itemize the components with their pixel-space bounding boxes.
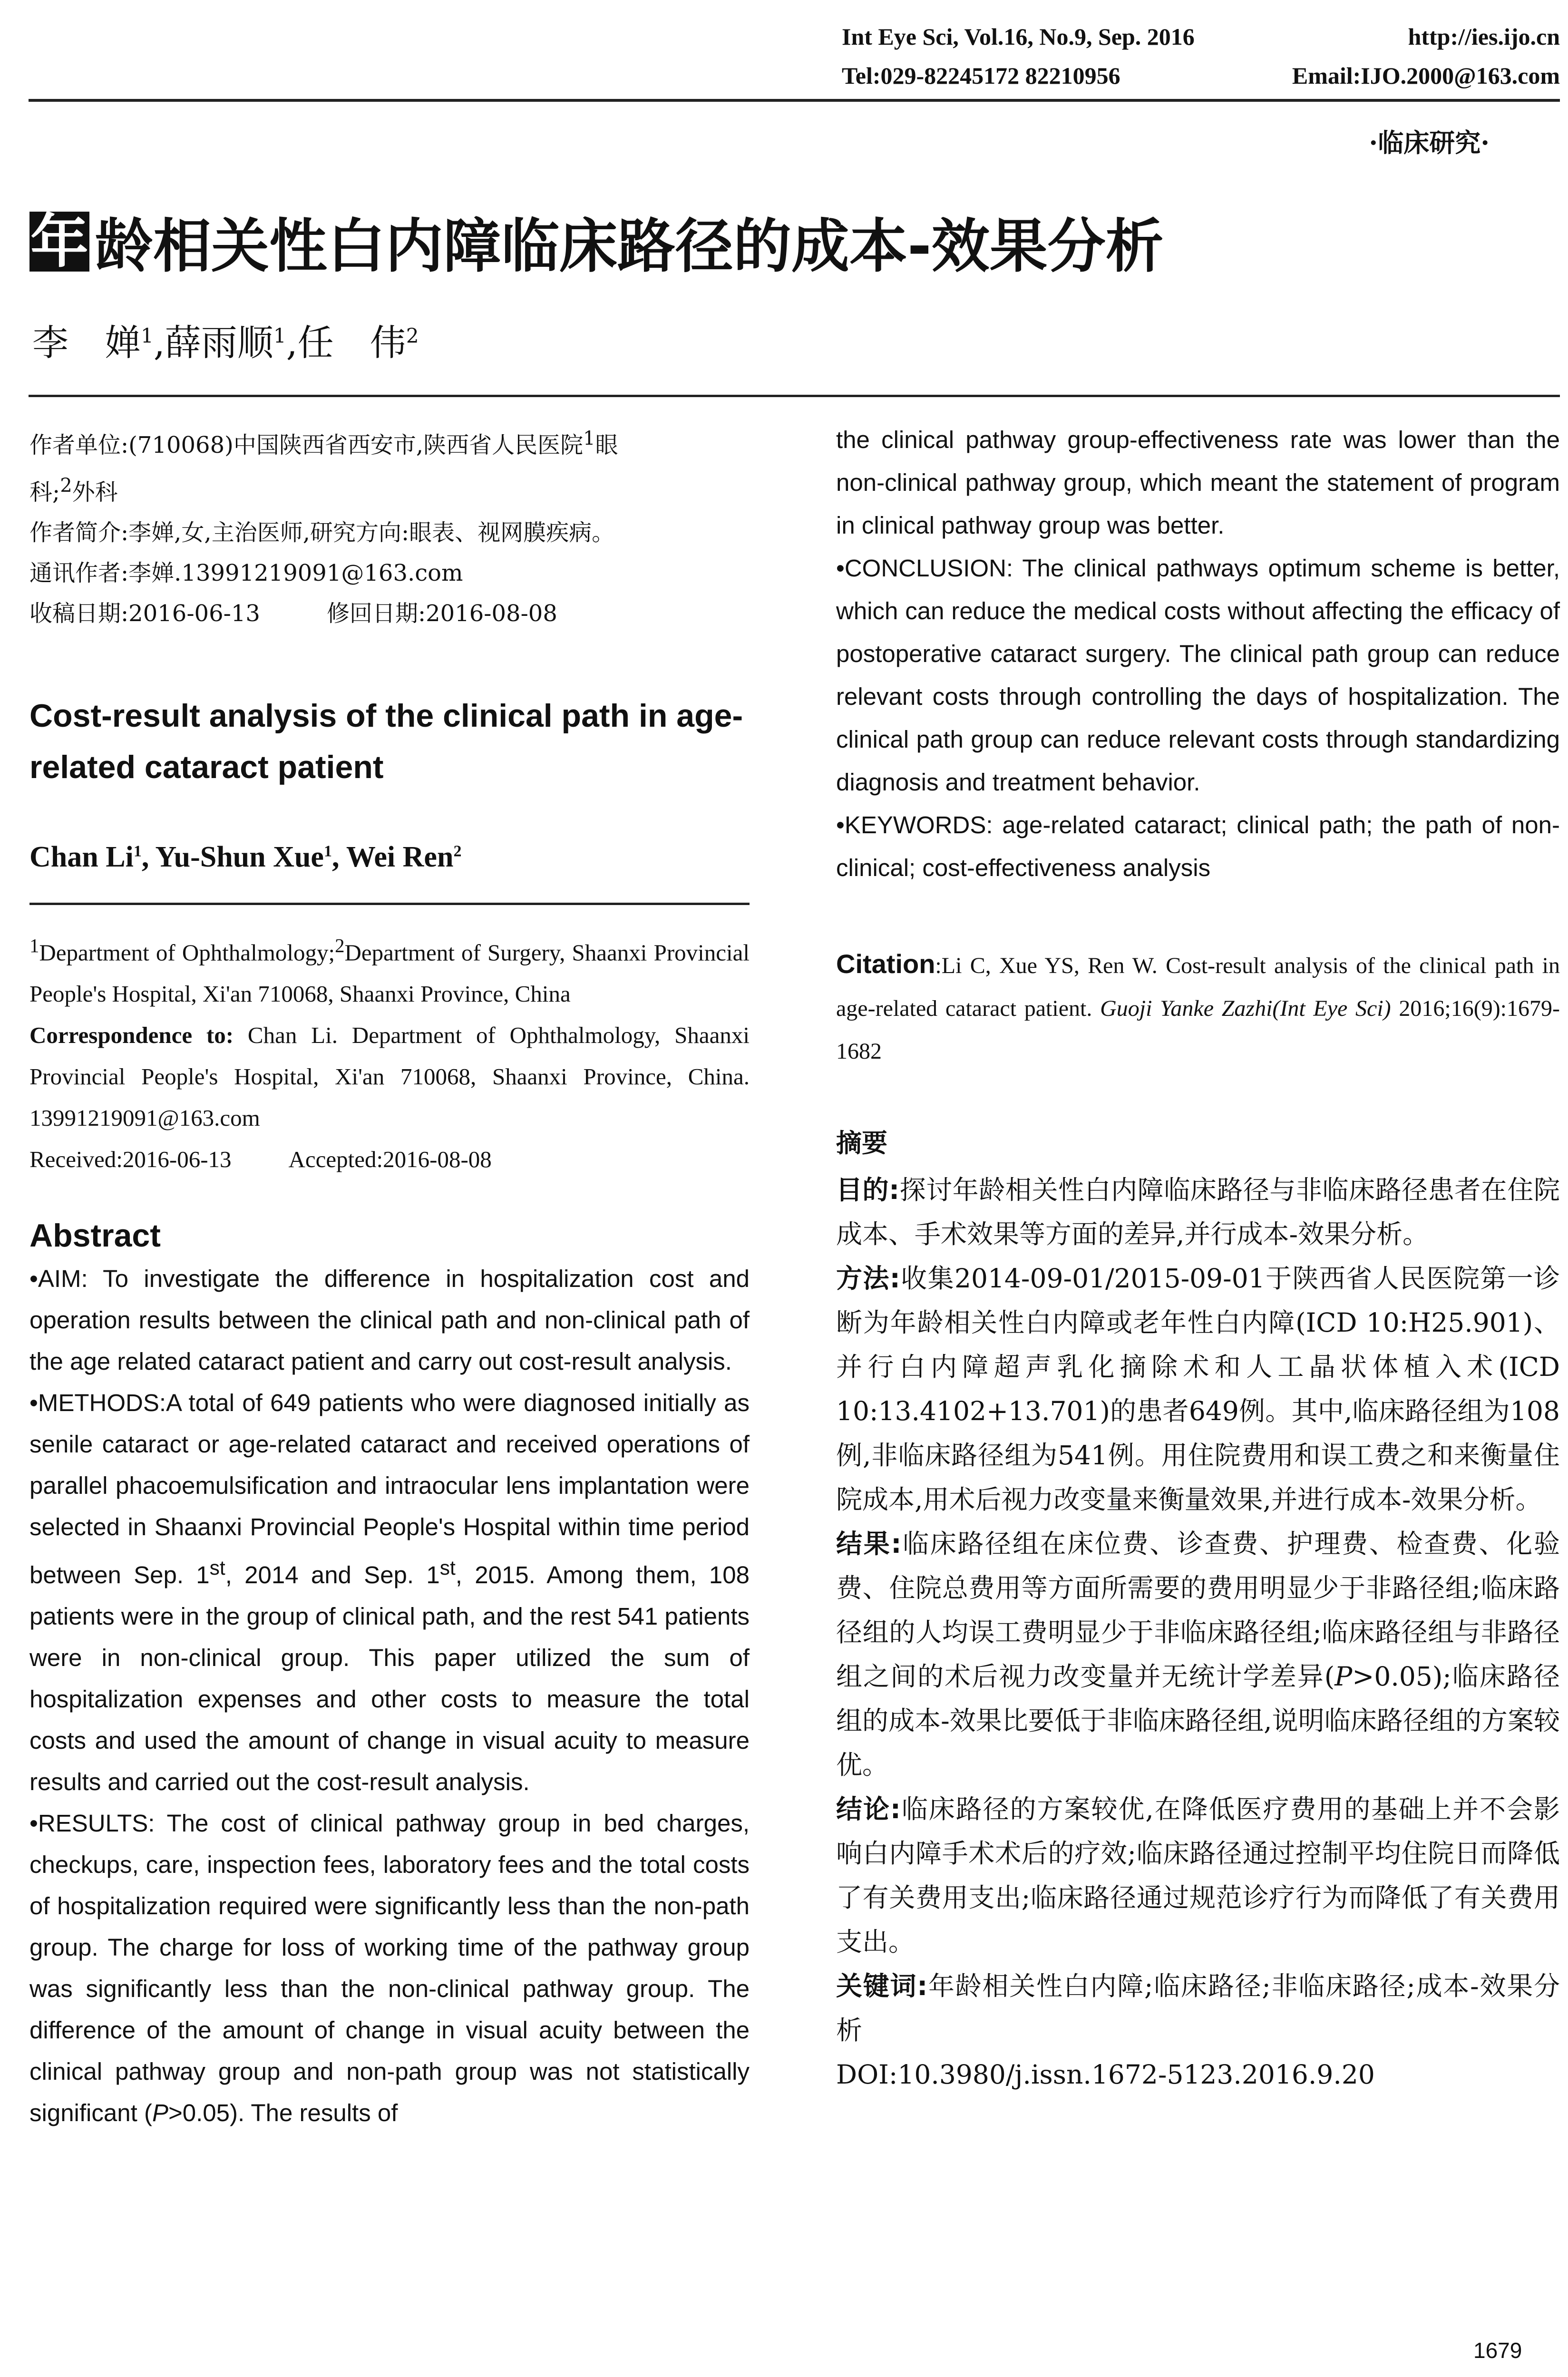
title-initial-char: 年 xyxy=(30,207,88,275)
citation-journal: Guoji Yanke Zazhi(Int Eye Sci) xyxy=(1100,996,1391,1021)
abstract-zh-aim: 目的:探讨年龄相关性白内障临床路径与非临床路径患者在住院成本、手术效果等方面的差异,并行成本-效果分析。 xyxy=(836,1175,1560,1249)
journal-url: http://ies.ijo.cn xyxy=(1408,23,1560,50)
abstract-zh-methods: 方法:收集2014-09-01/2015-09-01于陕西省人民医院第一诊断为年龄相关性白内障或老年性白内障(ICD 10:H25.901)、并行白内障超声乳化摘除术和人工晶状体植入术(ICD 10:13.4102+13.701)的患者649例。其中,临床路径组为108例,非临床路径组为541例。用住院费用和误工费之和来衡量住院成本,用术后视力改变量来衡量效果,并进行成本-效果分析。 xyxy=(836,1263,1560,1515)
page-number: 1679 xyxy=(1473,2338,1522,2363)
title-zh-text: 龄相关性白内障临床路径的成本-效果分析 xyxy=(95,213,1164,280)
author-zh-1: 李 婵 xyxy=(32,321,141,364)
abstract-heading: Abstract xyxy=(29,1218,161,1254)
abstract-conclusion: •CONCLUSION: The clinical pathways optimum scheme is better, which can reduce the medical costs without affecting the efficacy of postoperative cataract surgery. The clinical path group can reduce relevant costs through controlling the days of hospitalization. The clinical path group can reduce relevant costs through standardizing diagnosis and treatment behavior. xyxy=(836,555,1560,796)
journal-email: Email:IJO.2000@163.com xyxy=(1292,62,1560,89)
citation: Citation:Li C, Xue YS, Ren W. Cost-result analysis of the clinical path in age-related cataract patient. Guoji Yanke Zazhi(Int Eye Sci) 2016;16(9):1679-1682 xyxy=(836,949,1560,1064)
title-rule xyxy=(29,395,1560,397)
abstract-zh-heading: 摘要 xyxy=(836,1128,887,1158)
unit-zh: 作者单位:(710068)中国陕西省西安市,陕西省人民医院 xyxy=(29,432,584,458)
author-zh-1-sup: 1 xyxy=(141,324,154,348)
title-en: Cost-result analysis of the clinical path in age-related cataract patient xyxy=(29,698,743,785)
corresponding-zh: 通讯作者:李婵.13991219091@163.com xyxy=(29,560,463,586)
running-header-top xyxy=(842,23,1560,50)
abstract-results: •RESULTS: The cost of clinical pathway group in bed charges, checkups, care, inspection fees, laboratory fees and the total costs of hospitalization required were significantly less than the non-path group. The charge for loss of working time of the pathway group was significantly less than the non-clinical pathway group. The difference of the amount of change in visual acuity between the clinical pathway group and non-path group was not statistically significant (P>0.05). The results of xyxy=(29,1810,750,2127)
author-zh-2: ,薛雨顺 xyxy=(153,321,273,364)
left-column xyxy=(29,419,750,2133)
title-zh xyxy=(29,200,1164,283)
abstract-zh-conclusion: 结论:临床路径的方案较优,在降低医疗费用的基础上并不会影响白内障手术术后的疗效;临床路径通过控制平均住院日而降低了有关费用支出;临床路径通过规范诊疗行为而降低了有关费用支出。 xyxy=(836,1794,1560,1957)
author-zh-2-sup: 1 xyxy=(273,324,286,348)
author-zh-3: ,任 伟 xyxy=(286,321,406,364)
abstract-results-cont: the clinical pathway group-effectiveness rate was lower than the non-clinical pathway group, which meant the statement of program in clinical pathway group was better. xyxy=(836,426,1560,539)
header-rule xyxy=(29,99,1560,102)
affiliation-zh: 作者单位:(710068)中国陕西省西安市,陕西省人民医院$^1$眼 科;$^2$外科 作者简介:李婵,女,主治医师,研究方向:眼表、视网膜疾病。 通讯作者:李婵.13991219091@163.com 收稿日期:2016-06-13 修回日期:2016-08-08 xyxy=(29,419,750,634)
abstract-keywords: •KEYWORDS: age-related cataract; clinical path; the path of non-clinical; cost-effectiveness analysis xyxy=(836,811,1560,881)
dates-en: Received:2016-06-13 Accepted:2016-08-08 xyxy=(29,1146,492,1173)
authors-zh xyxy=(32,314,419,366)
abstract-zh-keywords: 关键词:年龄相关性白内障;临床路径;非临床路径;成本-效果分析 xyxy=(836,1971,1560,2046)
correspondence-label: Correspondence to: xyxy=(29,1022,234,1049)
abstract-en-left xyxy=(29,1258,750,2133)
affiliation-en: $^1$Department of Ophthalmology;$^2$Department of Surgery, Shaanxi Provincial People's Hospital, Xi'an 710068, Shaanxi Province, China Correspondence to: Chan Li. Department of Ophthalmology, Shaanxi Provincial People's Hospital, Xi'an 710068, Shaanxi Province, China. 13991219091@163.com Received:2016-06-13 Accepted:2016-08-08 xyxy=(29,925,750,1180)
authors-en: Chan Li$^1$, Yu-Shun Xue$^1$, Wei Ren$^2$ xyxy=(29,841,462,873)
abstract-en-right xyxy=(836,419,1560,889)
citation-label: Citation xyxy=(836,949,935,979)
journal-tel: Tel:029-82245172 82210956 xyxy=(842,62,1120,89)
abstract-zh xyxy=(836,1168,1560,2097)
abstract-zh-results: 结果:临床路径组在床位费、诊查费、护理费、检查费、化验费、住院总费用等方面所需要的费用明显少于非路径组;临床路径组的人均误工费明显少于非临床路径组;临床路径组与非路径组之间的术后视力改变量并无统计学差异(P>0.05);临床路径组的成本-效果比要低于非临床路径组,说明临床路径组的方案较优。 xyxy=(836,1529,1560,1780)
dates-zh: 收稿日期:2016-06-13 修回日期:2016-08-08 xyxy=(29,600,557,627)
journal-issue: Int Eye Sci, Vol.16, No.9, Sep. 2016 xyxy=(842,23,1195,50)
section-tag: ·临床研究· xyxy=(1369,127,1490,158)
running-header-contact xyxy=(842,62,1560,89)
author-zh-3-sup: 2 xyxy=(406,324,419,348)
doi: DOI:10.3980/j.issn.1672-5123.2016.9.20 xyxy=(836,2059,1375,2090)
right-column xyxy=(836,419,1560,2097)
abstract-aim: •AIM: To investigate the difference in hospitalization cost and operation results between the clinical path and non-clinical path of the age related cataract patient and carry out cost-result analysis. xyxy=(29,1265,750,1375)
author-bio-zh: 作者简介:李婵,女,主治医师,研究方向:眼表、视网膜疾病。 xyxy=(29,519,615,546)
abstract-methods: •METHODS:A total of 649 patients who were diagnosed initially as senile cataract or age-related cataract and received operations of parallel phacoemulsification and intraocular lens implantation were selected in Shaanxi Provincial People's Hospital within time period between Sep. 1st, 2014 and Sep. 1st, 2015. Among them, 108 patients were in the group of clinical path, and the rest 541 patients were in non-clinical group. This paper utilized the sum of hospitalization expenses and other costs to measure the total costs and used the amount of change in visual acuity to measure results and carried out the cost-result analysis. xyxy=(29,1389,750,1796)
authors-rule xyxy=(29,903,750,905)
